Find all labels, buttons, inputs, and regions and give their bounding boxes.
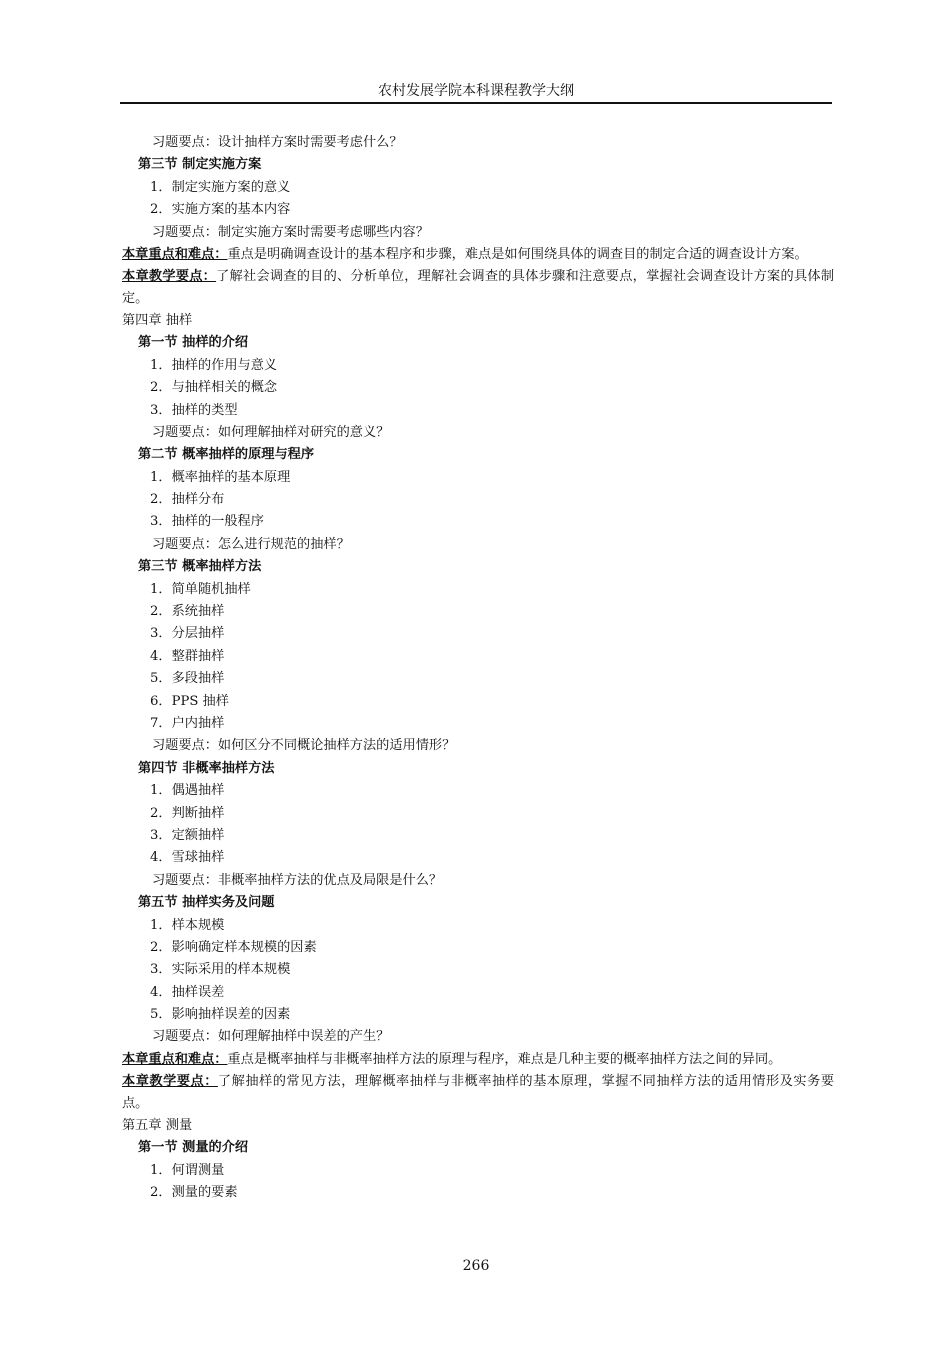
list-item: 3．实际采用的样本规模 — [150, 962, 291, 978]
exercise-note: 习题要点：如何理解抽样中误差的产生？ — [152, 1029, 390, 1045]
list-item: 2．测量的要素 — [150, 1185, 238, 1201]
exercise-note: 习题要点：怎么进行规范的抽样？ — [152, 536, 350, 552]
list-item: 5．影响抽样误差的因素 — [150, 1007, 291, 1023]
section-heading: 第二节 概率抽样的原理与程序 — [138, 447, 315, 463]
list-item: 4．整群抽样 — [150, 648, 225, 664]
list-item: 1．抽样的作用与意义 — [150, 357, 278, 373]
list-item: 2．抽样分布 — [150, 492, 225, 508]
summary-text: 了解社会调查的目的、分析单位，理解社会调查的具体步骤和注意要点，掌握社会调查设计方案的具体制定。 — [122, 268, 835, 306]
list-item: 4．雪球抽样 — [150, 850, 225, 866]
list-item: 3．定额抽样 — [150, 827, 225, 843]
chapter-title: 第四章 抽样 — [122, 312, 193, 328]
summary-paragraph — [122, 266, 834, 310]
list-item: 1．制定实施方案的意义 — [150, 179, 291, 195]
section-heading: 第五节 抽样实务及问题 — [138, 895, 275, 911]
summary-paragraph — [122, 1049, 834, 1071]
list-item: 1．偶遇抽样 — [150, 783, 225, 799]
summary-label: 本章重点和难点： — [122, 1051, 228, 1067]
summary-text: 了解抽样的常见方法，理解概率抽样与非概率抽样的基本原理，掌握不同抽样方法的适用情形及实务要点。 — [122, 1073, 835, 1111]
list-item: 5．多段抽样 — [150, 671, 225, 687]
summary-paragraph — [122, 1071, 834, 1115]
exercise-note: 习题要点：制定实施方案时需要考虑哪些内容？ — [152, 224, 429, 240]
list-item: 2．系统抽样 — [150, 604, 225, 620]
page-header: 农村发展学院本科课程教学大纲 — [378, 83, 574, 99]
exercise-note: 习题要点：非概率抽样方法的优点及局限是什么？ — [152, 872, 443, 888]
summary-label: 本章教学要点： — [122, 1073, 218, 1089]
exercise-note: 习题要点：如何区分不同概论抽样方法的适用情形？ — [152, 738, 456, 754]
summary-label: 本章重点和难点： — [122, 246, 228, 262]
page-number: 266 — [462, 1258, 490, 1274]
header-rule — [120, 102, 832, 104]
list-item: 4．抽样误差 — [150, 984, 225, 1000]
list-item: 1．概率抽样的基本原理 — [150, 469, 291, 485]
list-item: 3．分层抽样 — [150, 626, 225, 642]
section-heading: 第一节 测量的介绍 — [138, 1140, 249, 1156]
exercise-note: 习题要点：如何理解抽样对研究的意义？ — [152, 424, 390, 440]
list-item: 1．样本规模 — [150, 917, 225, 933]
document-body — [122, 132, 834, 1204]
summary-label: 本章教学要点： — [122, 268, 217, 284]
list-item: 3．抽样的类型 — [150, 402, 238, 418]
list-item: 2．与抽样相关的概念 — [150, 380, 278, 396]
section-heading: 第四节 非概率抽样方法 — [138, 760, 275, 776]
summary-paragraph — [122, 244, 834, 266]
list-item: 2．影响确定样本规模的因素 — [150, 939, 317, 955]
chapter-title: 第五章 测量 — [122, 1117, 193, 1133]
list-item: 3．抽样的一般程序 — [150, 514, 264, 530]
section-heading: 第三节 概率抽样方法 — [138, 559, 262, 575]
exercise-note: 习题要点：设计抽样方案时需要考虑什么？ — [152, 135, 403, 150]
list-item: 2．实施方案的基本内容 — [150, 202, 291, 218]
list-item: 2．判断抽样 — [150, 805, 225, 821]
list-item: 7．户内抽样 — [150, 715, 225, 731]
section-heading: 第一节 抽样的介绍 — [138, 335, 249, 351]
summary-text: 重点是概率抽样与非概率抽样方法的原理与程序，难点是几种主要的概率抽样方法之间的异同。 — [227, 1051, 782, 1067]
summary-text: 重点是明确调查设计的基本程序和步骤，难点是如何围绕具体的调查目的制定合适的调查设计方案。 — [227, 246, 808, 262]
list-item: 1．简单随机抽样 — [150, 581, 251, 597]
section-heading: 第三节 制定实施方案 — [138, 157, 262, 173]
list-item: 6．PPS 抽样 — [150, 693, 229, 709]
list-item: 1．何谓测量 — [150, 1162, 225, 1178]
